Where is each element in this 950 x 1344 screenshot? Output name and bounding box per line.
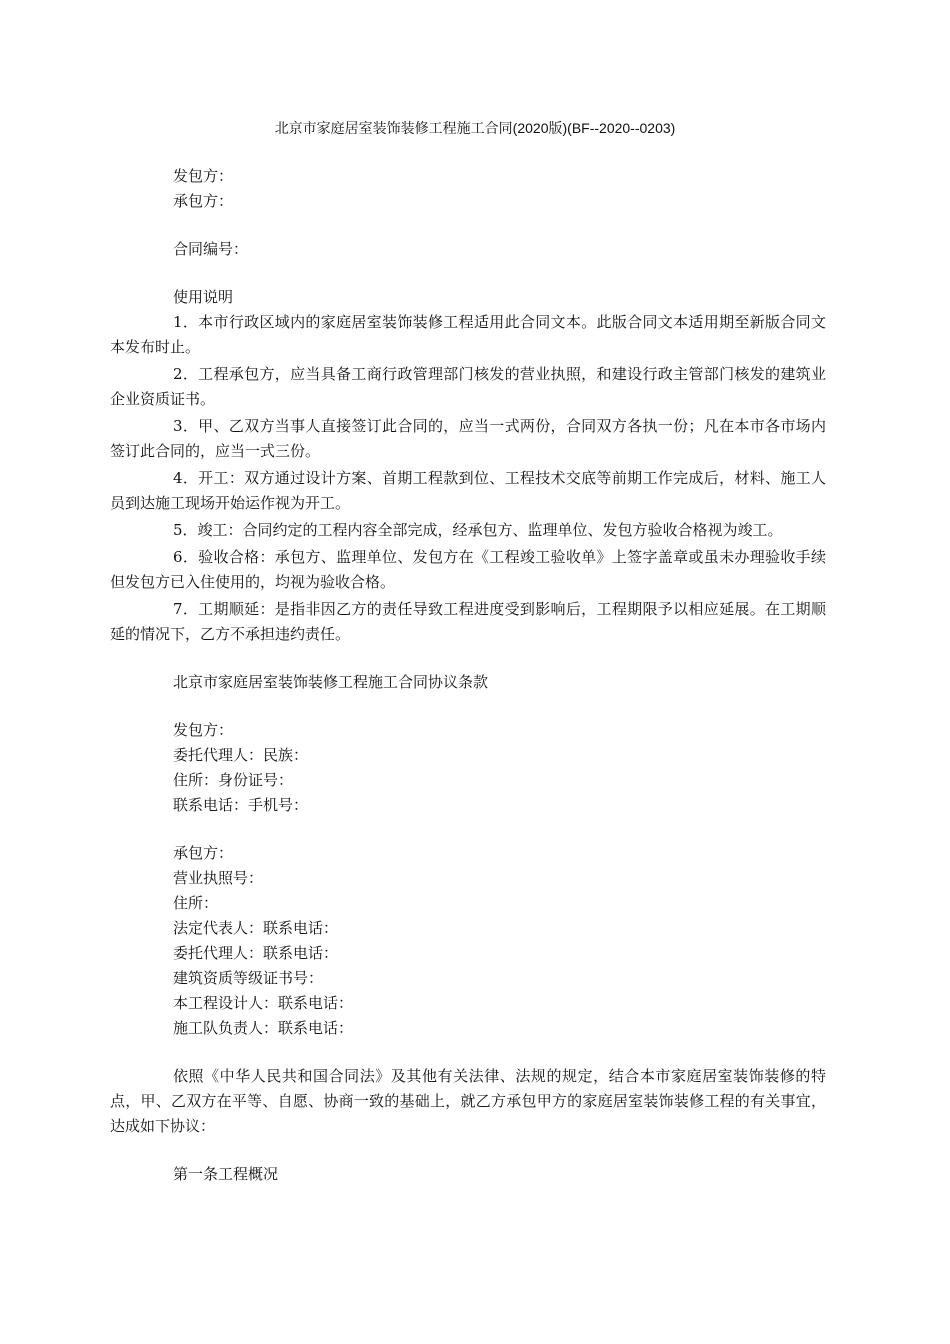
instruction-item: 3．甲、乙双方当事人直接签订此合同的，应当一式两份，合同双方各执一份；凡在本市各市场内签订此合同的，应当一式三份。 [110,417,826,460]
party-a-field: 住所：身份证号： [173,771,294,789]
instruction-item: 7．工期顺延：是指非因乙方的责任导致工程进度受到影响后，工程期限予以相应延展。在工期顺延的情况下，乙方不承担违约责任。 [110,600,826,643]
party-b-field: 承包方： [173,844,234,862]
party-b-field: 本工程设计人：联系电话： [173,994,354,1012]
party-b-field: 施工队负责人：联系电话： [173,1019,354,1037]
instruction-item: 1．本市行政区域内的家庭居室装饰装修工程适用此合同文本。此版合同文本适用期至新版合同文本发布时止。 [110,313,826,356]
instruction-item: 5．竣工：合同约定的工程内容全部完成，经承包方、监理单位、发包方验收合格视为竣工。 [173,521,783,539]
instruction-item: 2．工程承包方，应当具备工商行政管理部门核发的营业执照，和建设行政主管部门核发的建筑业企业资质证书。 [110,365,826,408]
contract-number: 合同编号： [173,240,249,258]
instruction-item: 4．开工：双方通过设计方案、首期工程款到位、工程技术交底等前期工作完成后，材料、施工人员到达施工现场开始运作视为开工。 [110,469,826,512]
party-b-field: 建筑资质等级证书号： [173,969,324,987]
header-party-a: 发包方： [173,167,234,185]
instruction-item: 6．验收合格：承包方、监理单位、发包方在《工程竣工验收单》上签字盖章或虽未办理验收手续但发包方已入住使用的，均视为验收合格。 [110,548,826,591]
party-a-field: 委托代理人：民族： [173,746,309,764]
document-body [110,164,826,1187]
party-a-field: 联系电话：手机号： [173,796,309,814]
party-b-field: 法定代表人：联系电话： [173,919,339,937]
party-b-field: 住所： [173,894,219,912]
agreement-heading: 北京市家庭居室装饰装修工程施工合同协议条款 [173,673,489,691]
instructions-heading: 使用说明 [173,288,234,306]
article-heading: 第一条工程概况 [173,1165,279,1183]
party-b-field: 营业执照号： [173,869,264,887]
header-party-b: 承包方： [173,192,234,210]
agreement-preamble: 依照《中华人民共和国合同法》及其他有关法律、法规的规定，结合本市家庭居室装饰装修的特点，甲、乙双方在平等、自愿、协商一致的基础上，就乙方承包甲方的家庭居室装饰装修工程的有关事宜，达成如下协议： [110,1067,826,1135]
party-a-field: 发包方： [173,721,234,739]
document-title: 北京市家庭居室装饰装修工程施工合同(2020版)(BF--2020--0203) [274,120,676,136]
party-b-field: 委托代理人：联系电话： [173,944,339,962]
